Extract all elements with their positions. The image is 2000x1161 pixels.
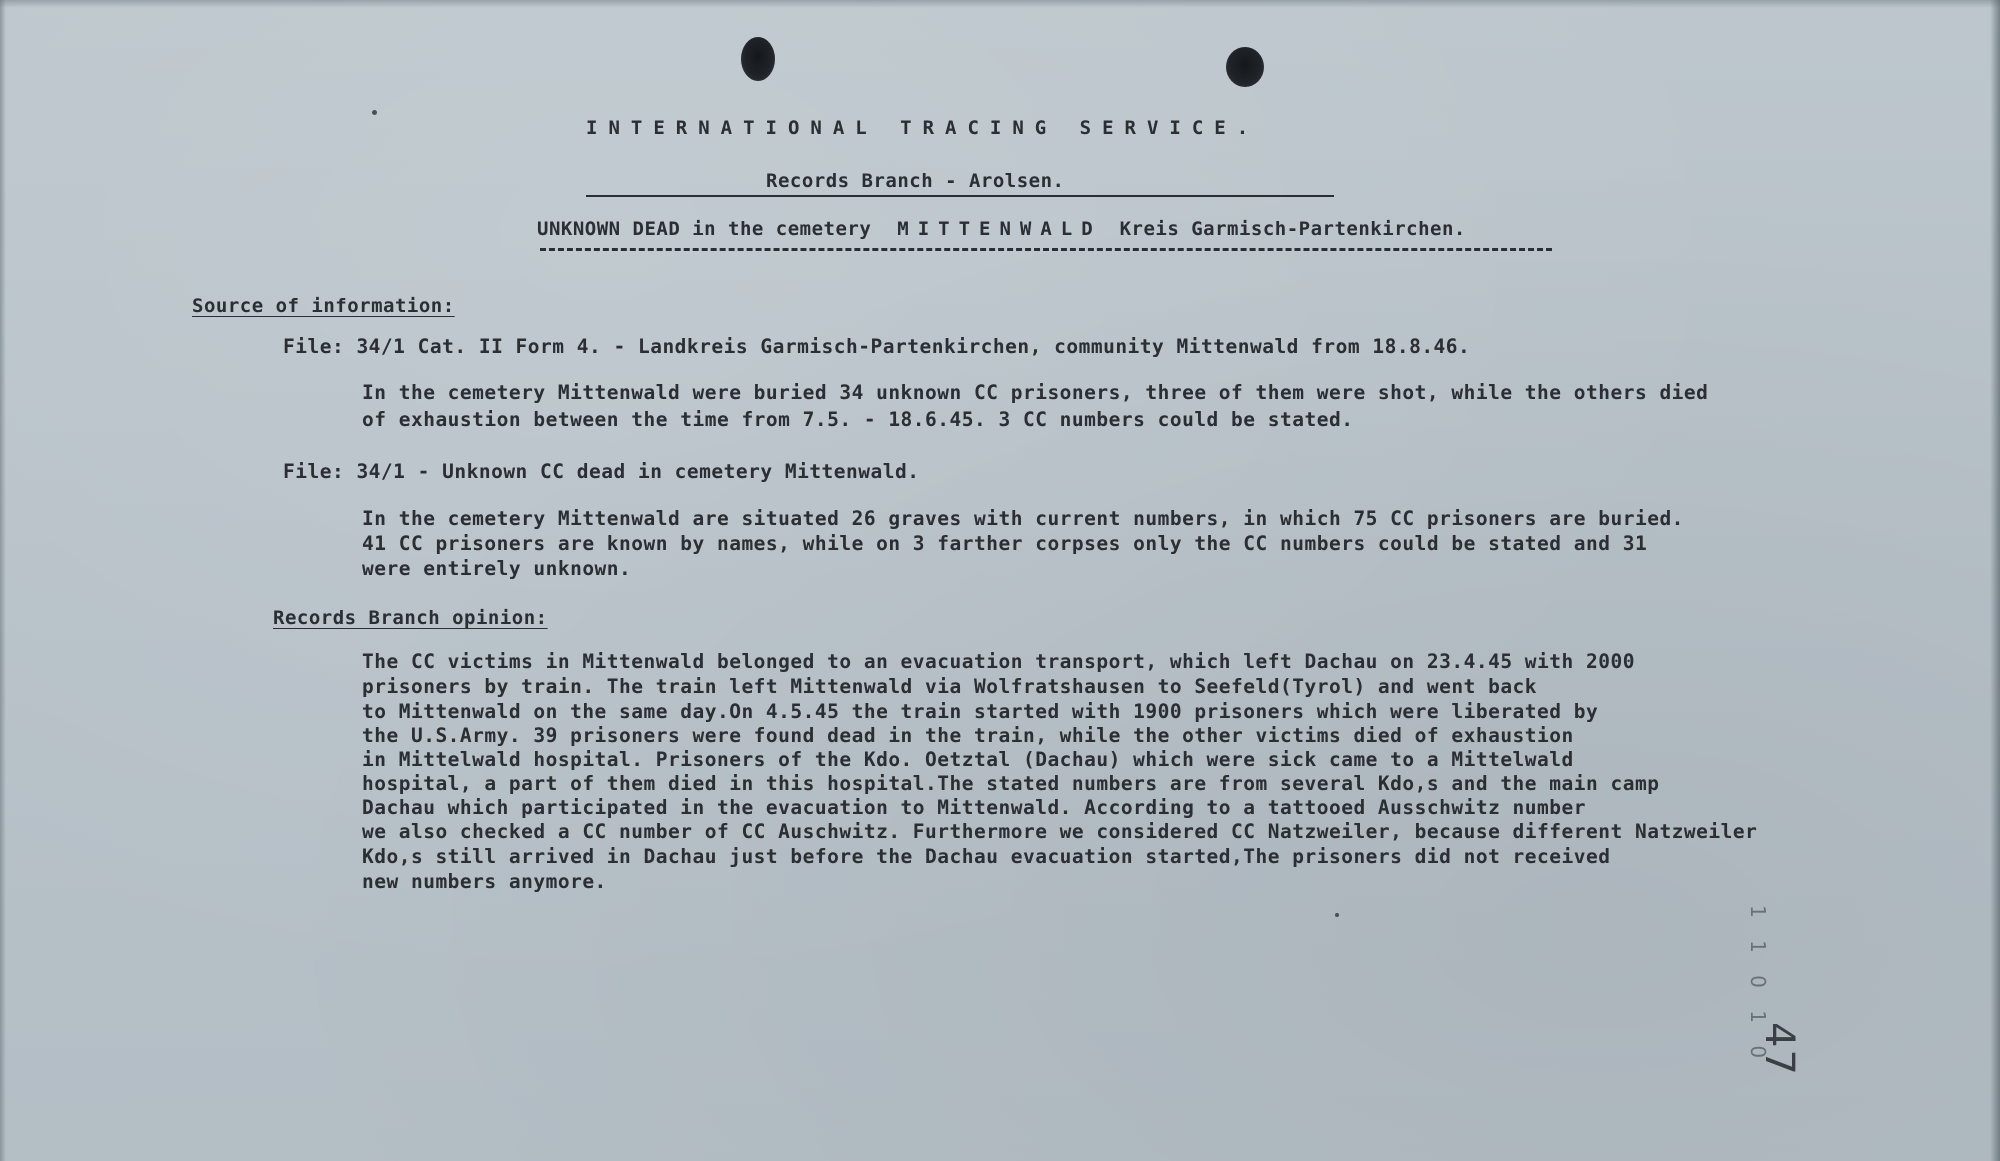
page-number-stamp: 47 [1756, 1022, 1802, 1077]
file-entry-2-body-line: 41 CC prisoners are known by names, while on 3 farther corpses only the CC numbers could be stated and 31 [362, 532, 1648, 555]
file-entry-2-body-line: In the cemetery Mittenwald are situated 26 graves with current numbers, in which 75 CC prisoners are buried. [362, 507, 1684, 530]
margin-faint-stamp: 1 1 0 1 0 [1746, 905, 1770, 1067]
opinion-heading: Records Branch opinion: [273, 607, 548, 629]
file-entry-2-body-line: were entirely unknown. [362, 557, 632, 580]
punch-hole-right [1226, 47, 1264, 87]
branch-underline [586, 195, 1334, 197]
source-heading: Source of information: [192, 295, 455, 317]
paper-speck [1335, 913, 1339, 917]
file-entry-1: File: 34/1 Cat. II Form 4. - Landkreis Garmisch-Partenkirchen, community Mittenwald from 18.8.46. [283, 335, 1471, 358]
paper-speck [372, 110, 377, 115]
subject-suffix: Kreis Garmisch-Partenkirchen. [1119, 218, 1466, 240]
opinion-line: we also checked a CC number of CC Auschwitz. Furthermore we considered CC Natzweiler, because different Natzweiler [362, 820, 1758, 843]
branch-line: Records Branch - Arolsen. [766, 170, 1065, 192]
opinion-line: Dachau which participated in the evacuation to Mittenwald. According to a tattooed Ausschwitz number [362, 796, 1586, 819]
file-entry-1-body-line: In the cemetery Mittenwald were buried 34 unknown CC prisoners, three of them were shot, while the others died [362, 381, 1709, 404]
paper-edge-top [0, 0, 2000, 8]
file-entry-2: File: 34/1 - Unknown CC dead in cemetery Mittenwald. [283, 460, 920, 483]
opinion-line: hospital, a part of them died in this hospital.The stated numbers are from several Kdo,s and the main camp [362, 772, 1660, 795]
paper-edge-left [0, 0, 6, 1161]
opinion-line: to Mittenwald on the same day.On 4.5.45 the train started with 1900 prisoners which were liberated by [362, 700, 1599, 723]
opinion-line: new numbers anymore. [362, 870, 607, 893]
opinion-line: the U.S.Army. 39 prisoners were found dead in the train, while the other victims died of exhaustion [362, 724, 1574, 747]
opinion-line: in Mittelwald hospital. Prisoners of the Kdo. Oetztal (Dachau) which were sick came to a Mittelwald [362, 748, 1574, 771]
document-title: INTERNATIONAL TRACING SERVICE. [586, 117, 1260, 139]
subject-prefix: UNKNOWN DEAD in the cemetery [537, 218, 872, 240]
opinion-line: Kdo,s still arrived in Dachau just before the Dachau evacuation started,The prisoners did not received [362, 845, 1611, 868]
subject-line [537, 218, 1466, 240]
subject-place: MITTENWALD [897, 218, 1102, 240]
subject-dashed-rule [540, 248, 1552, 251]
paper-edge-right [1990, 0, 2000, 1161]
opinion-line: The CC victims in Mittenwald belonged to an evacuation transport, which left Dachau on 23.4.45 with 2000 [362, 650, 1635, 673]
punch-hole-left [741, 37, 775, 81]
file-entry-1-body-line: of exhaustion between the time from 7.5. - 18.6.45. 3 CC numbers could be stated. [362, 408, 1354, 431]
opinion-line: prisoners by train. The train left Mittenwald via Wolfratshausen to Seefeld(Tyrol) and went back [362, 675, 1538, 698]
